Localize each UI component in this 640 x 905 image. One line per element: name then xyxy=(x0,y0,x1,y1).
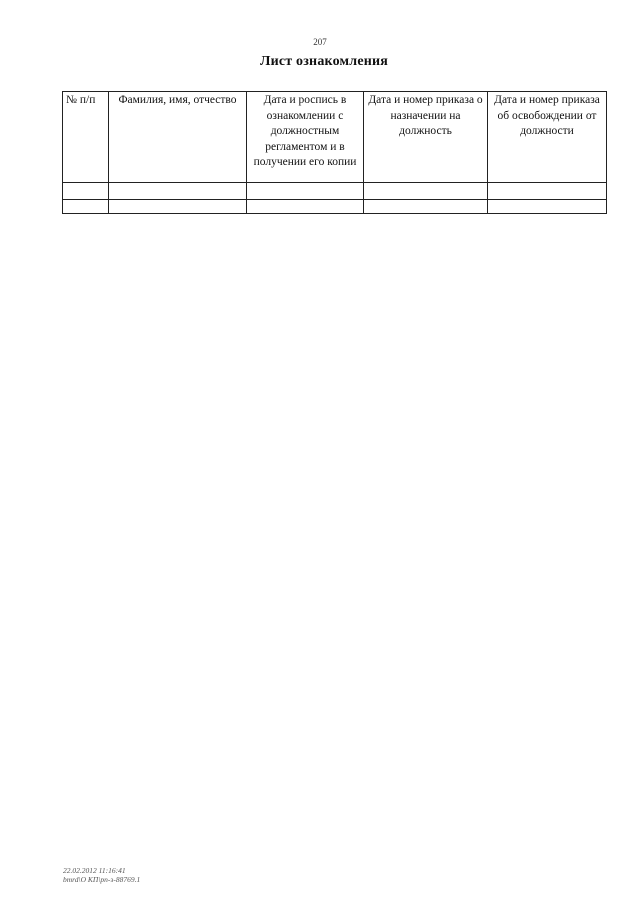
header-dismissal-order: Дата и номер приказа об освобождении от должности xyxy=(488,92,607,183)
table-cell xyxy=(364,200,488,214)
table-row xyxy=(63,200,607,214)
header-acknowledgement-signature: Дата и роспись в ознакомлении с должностным регламентом и в получении его копии xyxy=(247,92,364,183)
table-cell xyxy=(488,200,607,214)
footer-stamp xyxy=(63,866,140,884)
header-number: № п/п xyxy=(63,92,109,183)
table-cell xyxy=(247,183,364,200)
acknowledgement-table xyxy=(62,91,607,214)
table-header-row xyxy=(63,92,607,183)
header-full-name: Фамилия, имя, отчество xyxy=(109,92,247,183)
table-row xyxy=(63,183,607,200)
footer-file-path: bmrd\O КП\рп-з-88769.1 xyxy=(63,875,141,884)
footer-timestamp: 22.02.2012 11:16:41 xyxy=(63,866,126,875)
table-cell xyxy=(247,200,364,214)
table-cell xyxy=(109,200,247,214)
header-appointment-order: Дата и номер приказа о назначении на должность xyxy=(364,92,488,183)
document-title: Лист ознакомления xyxy=(259,54,389,69)
table-cell xyxy=(488,183,607,200)
table-cell xyxy=(63,200,109,214)
table-cell xyxy=(109,183,247,200)
table-cell xyxy=(63,183,109,200)
table-cell xyxy=(364,183,488,200)
page-number: 207 xyxy=(313,37,327,47)
